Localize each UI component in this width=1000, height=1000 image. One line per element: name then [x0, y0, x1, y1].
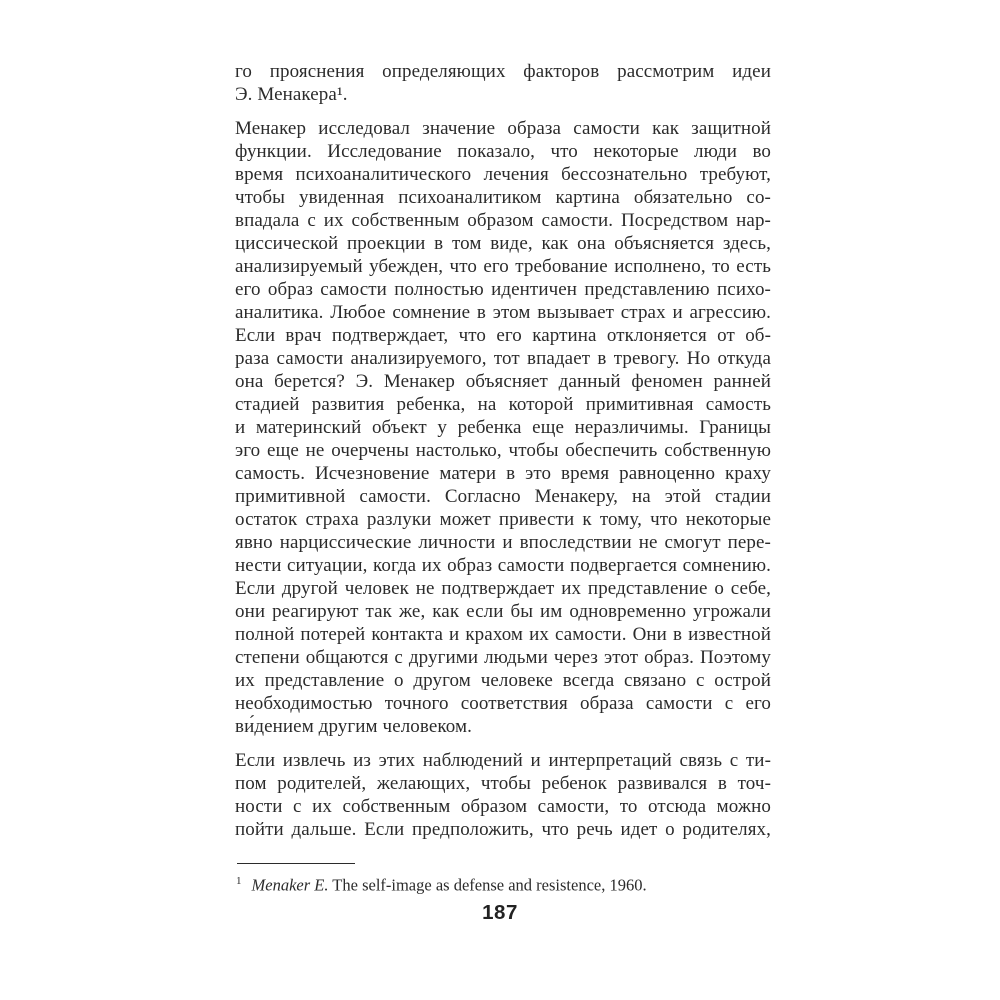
text-line: аналитика. Любое сомнение в этом вызывает страх и агрессию. — [235, 302, 771, 323]
text-line: она берется? Э. Менакер объясняет данный феномен ранней — [235, 371, 771, 392]
text-line: и материнский объект у ребенка еще неразличимы. Границы — [235, 417, 771, 438]
text-line: впадала с их собственным образом самости. Посредством нар- — [235, 210, 771, 231]
paragraph — [235, 749, 771, 841]
text-line: го прояснения определяющих факторов рассмотрим идеи — [235, 61, 771, 82]
text-line: явно нарциссические личности и впоследствии не смогут пере- — [235, 532, 771, 553]
footnote-marker: 1 — [236, 875, 242, 887]
text-line: Если извлечь из этих наблюдений и интерпретаций связь с ти- — [235, 750, 771, 771]
footnote — [236, 871, 776, 896]
text-line: самость. Исчезновение матери в это время равноценно краху — [235, 463, 771, 484]
text-line: остаток страха разлуки может привести к тому, что некоторые — [235, 509, 771, 530]
footnote-divider — [237, 863, 355, 864]
text-line: пом родителей, желающих, чтобы ребенок развивался в точ- — [235, 773, 771, 794]
text-line: Если другой человек не подтверждает их представление о себе, — [235, 578, 771, 599]
text-line: ви́дением другим человеком. — [235, 716, 472, 737]
text-line: пойти дальше. Если предположить, что речь идет о родителях, — [235, 819, 771, 840]
text-line: Если врач подтверждает, что его картина отклоняется от об- — [235, 325, 771, 346]
footnote-text: The self-image as defense and resistence, 1960. — [332, 875, 647, 895]
text-line: анализируемый убежден, что его требование исполнено, то есть — [235, 256, 771, 277]
text-line: раза самости анализируемого, тот впадает в тревогу. Но откуда — [235, 348, 771, 369]
paragraph — [235, 60, 771, 106]
paragraph — [235, 117, 771, 738]
footnote-author: Menaker E. — [251, 875, 329, 895]
text-line: циссической проекции в том виде, как она объясняется здесь, — [235, 233, 771, 254]
text-line: чтобы увиденная психоаналитиком картина обязательно со- — [235, 187, 771, 208]
text-line: степени общаются с другими людьми через этот образ. Поэтому — [235, 647, 771, 668]
text-line: нести ситуации, когда их образ самости подвергается сомнению. — [235, 555, 771, 576]
text-line: их представление о другом человеке всегда связано с острой — [235, 670, 771, 691]
page-number: 187 — [482, 901, 518, 924]
text-line: эго еще не очерчены настолько, чтобы обеспечить собственную — [235, 440, 771, 461]
text-line: Э. Менакера¹. — [235, 84, 348, 105]
text-line: время психоаналитического лечения бессознательно требуют, — [235, 164, 771, 185]
text-line: стадией развития ребенка, на которой примитивная самость — [235, 394, 771, 415]
text-line: ности с их собственным образом самости, то отсюда можно — [235, 796, 771, 817]
page-text-block — [235, 60, 771, 841]
text-line: они реагируют так же, как если бы им одновременно угрожали — [235, 601, 771, 622]
text-line: функции. Исследование показало, что некоторые люди во — [235, 141, 771, 162]
text-line: примитивной самости. Согласно Менакеру, на этой стадии — [235, 486, 771, 507]
text-line: полной потерей контакта и крахом их самости. Они в известной — [235, 624, 771, 645]
text-line: необходимостью точного соответствия образа самости с его — [235, 693, 771, 714]
text-line: Менакер исследовал значение образа самости как защитной — [235, 118, 771, 139]
text-line: его образ самости полностью идентичен представлению психо- — [235, 279, 771, 300]
